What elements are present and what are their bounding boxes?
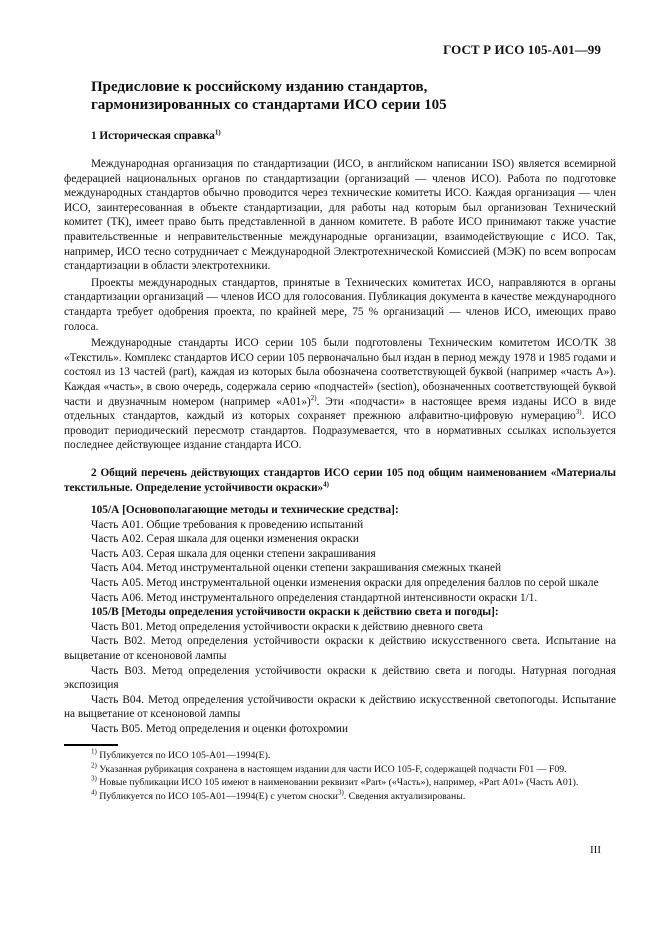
group-title-105a: 105/А [Основополагающие методы и технические средства]: [91,504,399,516]
section-2-heading: 2 Общий перечень действующих стандартов ИСО серии 105 под общим наименованием «Материалы текстильные. Определение устойчивости окраски»$^{4)}$ [64,467,616,494]
footnote-ref: 2) [310,393,317,402]
list-item: Часть А04. Метод инструментальной оценки степени закрашивания смежных тканей [91,562,502,575]
group-title-105b: 105/В [Методы определения устойчивости окраски к действию света и погоды]: [91,606,499,619]
footnote: $^{4)}$ Публикуется по ИСО 105-А01—1994(Е) с учетом сноски$^{3)}$. Сведения актуализированы. [91,788,466,802]
list-item: Часть А02. Серая шкала для оценки изменения окраски [91,533,359,546]
document-code-header: ГОСТ Р ИСО 105-А01—99 [443,42,601,57]
page-number: III [590,844,601,856]
section-1-heading: 1 Историческая справка$^{1)}$ [91,128,221,142]
footnote-ref: 3) [575,408,582,417]
list-item: Часть А01. Общие требования к проведению испытаний [91,518,364,531]
footnote-ref: 1) [214,128,221,137]
list-item: Часть В05. Метод определения и оценки фотохромии [91,722,349,735]
standards-list [64,503,616,737]
footnote: $^{2)}$ Указанная рубрикация сохранена в настоящем издании для части ИСО 105-F, содержащей подчасти F01 — F09. [91,761,567,775]
footnote-divider [64,744,118,746]
list-item: Часть В04. Метод определения устойчивости окраски к действию искусственной светопогоды. Испытание на выцветание от ксеноновой лампы [64,693,616,721]
footnote-ref: 4) [323,479,329,488]
paragraph: Международная организация по стандартизации (ИСО, в английском написании ISO) является всемирной федерацией национальных органов по стандартизации (организаций — членов ИСО). Работа по подготовке международных стандартов обычно проводится через технические комитеты ИСО. Каждая организация — член ИСО, заинтересованная в объекте стандартизации, для работы над которым был организован Технический комитет (ТК), имеет право быть представленной в данном комитете. В работе ИСО принимают также участие правительственные и неправительственные международные организации, взаимодействующие с ИСО. Так, например, ИСО тесно сотрудничает с Международной Электротехнической Комиссией (МЭК) по всем вопросам стандартизации в области электротехники. [64,158,616,273]
list-item: Часть А06. Метод инструментального определения стандартной интенсивности окраски 1/1. [91,591,538,604]
paragraph: Проекты международных стандартов, принятые в Технических комитетах ИСО, направляются в органы стандартизации организаций — членов ИСО для голосования. Публикация документа в качестве международного стандарта требует одобрения проекта, по крайней мере, 75 % организаций — членов ИСО, имеющих право голоса. [64,276,616,333]
list-item: Часть В03. Метод определения устойчивости окраски к действию света и погоды. Натурная погодная экспозиция [64,664,616,692]
list-item: Часть А03. Серая шкала для оценки степени закрашивания [91,547,376,560]
section-1-body [64,157,616,455]
paragraph: Международные стандарты ИСО серии 105 были подготовлены Техническим комитетом ИСО/ТК 38 «Текстиль». Комплекс стандартов ИСО серии 105 первоначально был издан в период между 1978 и 1985 годами и состоял из 13 частей (part), каждая из которых была обозначена соответствующей буквой (например «часть А»). Каждая «часть», в свою очередь, содержала серию «подчастей» (section), обозначенных соответствующей буквой части и двузначным номером (например «А01»)$^{2)}$. Эти «подчасти» в настоящее время изданы ИСО в виде отдельных стандартов, каждый из которых сохраняет прежнюю алфавитно-цифровую нумерацию$^{3)}$. ИСО проводит периодический пересмотр стандартов. Подразумевается, что в нормативных ссылках используется последнее действующее издание стандарта ИСО. [64,337,617,452]
footnotes [64,749,616,803]
list-item: Часть В01. Метод определения устойчивости окраски к действию дневного света [91,620,483,633]
list-item: Часть В02. Метод определения устойчивости окраски к действию искусственного света. Испытание на выцветание от ксеноновой лампы [64,635,616,662]
footnote: $^{3)}$ Новые публикации ИСО 105 имеют в наименовании реквизит «Part» («Часть»), например, «Part А01» (Часть А01). [91,774,579,789]
page-title: Предисловие к российскому изданию стандартов, гармонизированных со стандартами ИСО серии 105 [91,79,447,113]
footnote: $^{1)}$ Публикуется по ИСО 105-А01—1994(Е). [91,747,271,761]
list-item: Часть А05. Метод инструментальной оценки изменения окраски для определения баллов по серой шкале [91,576,599,589]
